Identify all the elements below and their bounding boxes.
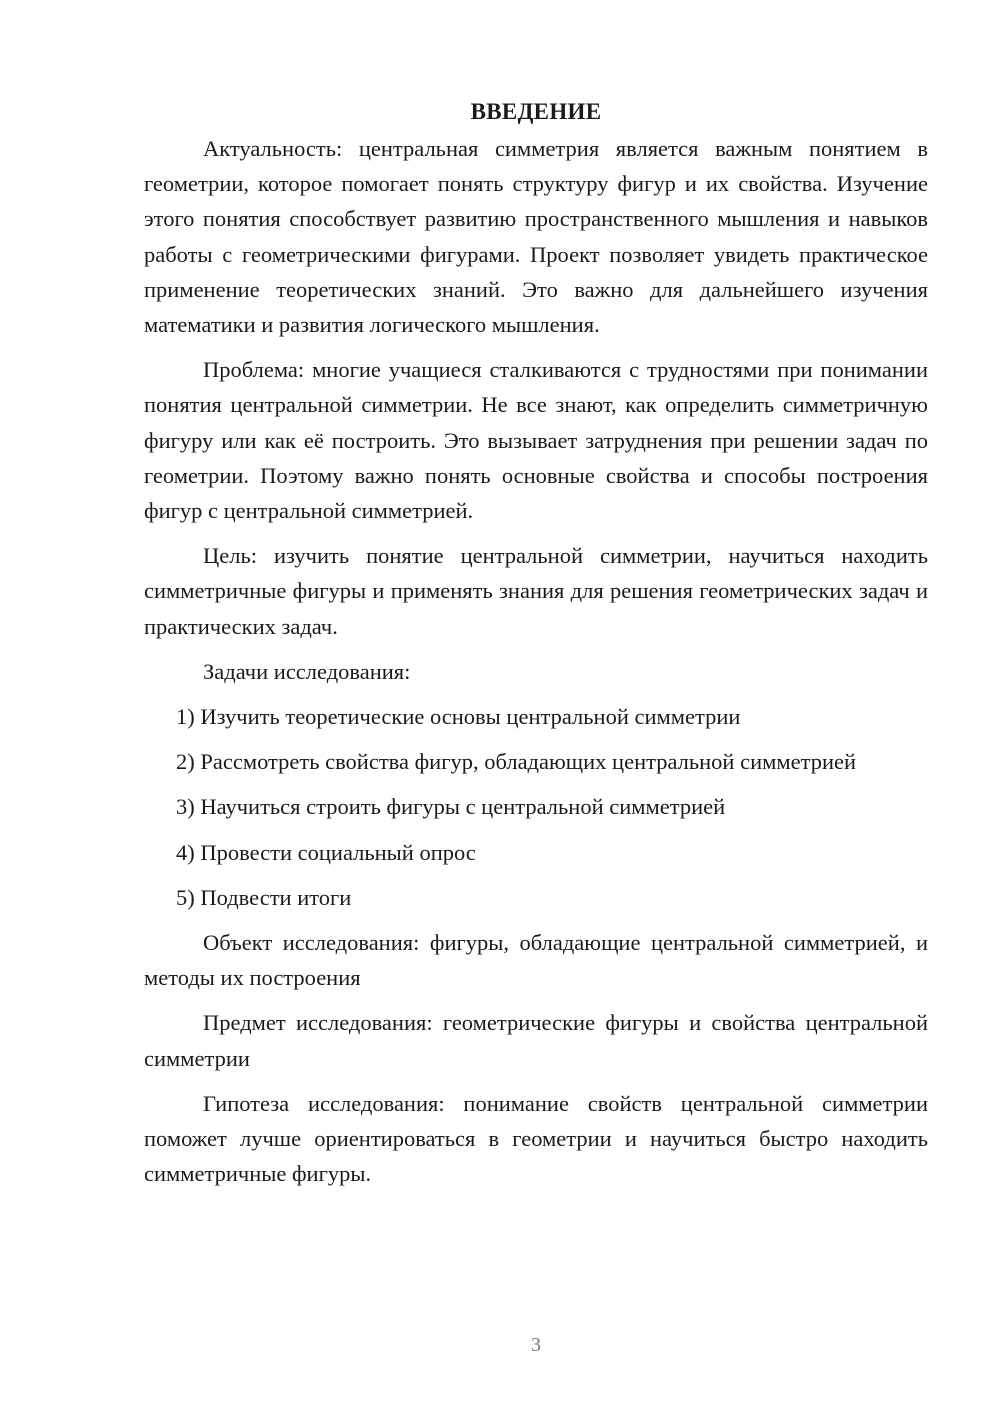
list-item: 1) Изучить теоретические основы центральной симметрии: [176, 704, 741, 730]
list-item: 5) Подвести итоги: [176, 884, 352, 910]
hypothesis-paragraph: Гипотеза исследования: понимание свойств центральной симметрии поможет лучше ориентироваться в геометрии и научиться быстро находить симметричные фигуры.: [144, 1090, 928, 1187]
list-item: 2) Рассмотреть свойства фигур, обладающих центральной симметрией: [176, 749, 857, 775]
problem-paragraph: Проблема: многие учащиеся сталкиваются с трудностями при понимании понятия центральной симметрии. Не все знают, как определить симметричную фигуру или как её построить. Это вызывает затруднения при решении задач по геометрии. Поэтому важно понять основные свойства и способы построения фигур с центральной симметрией.: [144, 357, 928, 524]
relevance-paragraph: Актуальность: центральная симметрия является важным понятием в геометрии, которое помогает понять структуру фигур и их свойства. Изучение этого понятия способствует развитию пространственного мышления и навыков работы с геометрическими фигурами. Проект позволяет увидеть практическое применение теоретических знаний. Это важно для дальнейшего изучения математики и развития логического мышления.: [144, 136, 928, 338]
document-page: [144, 94, 928, 1201]
tasks-label: Задачи исследования:: [203, 658, 411, 684]
tasks-list: [144, 699, 928, 915]
section-title: ВВЕДЕНИЕ: [470, 99, 602, 124]
subject-paragraph: Предмет исследования: геометрические фигуры и свойства центральной симметрии: [144, 1010, 928, 1071]
page-number: 3: [531, 1334, 541, 1356]
object-paragraph: Объект исследования: фигуры, обладающие центральной симметрией, и методы их построения: [144, 930, 928, 991]
list-item: 4) Провести социальный опрос: [176, 839, 476, 865]
goal-paragraph: Цель: изучить понятие центральной симметрии, научиться находить симметричные фигуры и применять знания для решения геометрических задач и практических задач.: [144, 543, 928, 639]
list-item: 3) Научиться строить фигуры с центральной симметрией: [176, 794, 726, 820]
